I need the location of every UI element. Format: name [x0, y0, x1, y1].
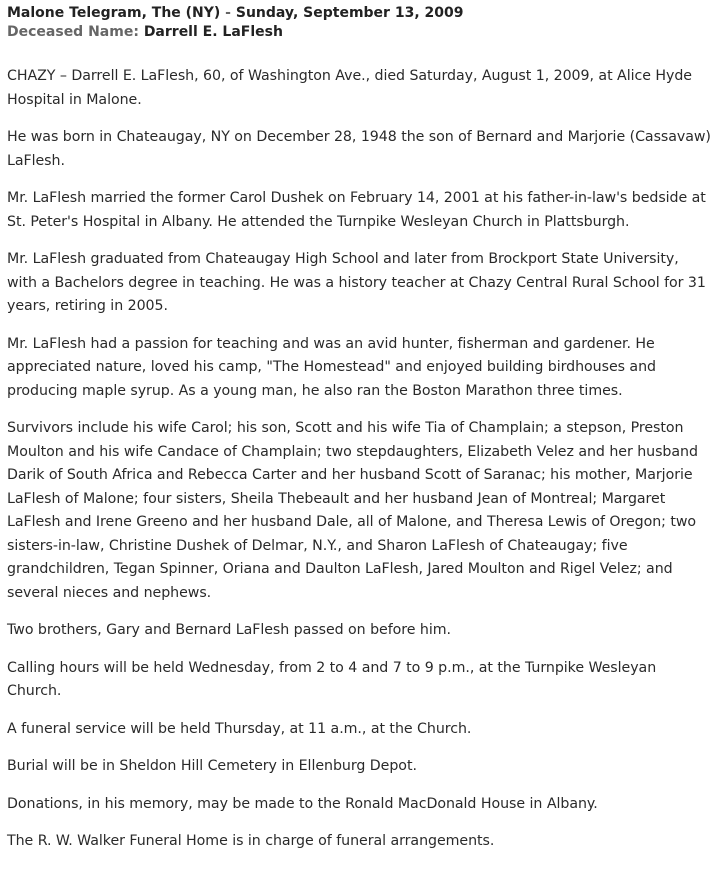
paragraph-predeceased: Two brothers, Gary and Bernard LaFlesh passed on before him. — [7, 622, 451, 638]
publication-date: Sunday, September 13, 2009 — [235, 5, 464, 21]
paragraph-death-notice: CHAZY – Darrell E. LaFlesh, 60, of Washington Ave., died Saturday, August 1, 2009, at Alice Hyde Hospital in Malone. — [7, 68, 692, 108]
paragraph-burial: Burial will be in Sheldon Hill Cemetery in Ellenburg Depot. — [7, 758, 417, 774]
publication-name: Malone Telegram, The (NY) — [7, 5, 221, 21]
deceased-line — [7, 23, 712, 42]
paragraph-marriage: Mr. LaFlesh married the former Carol Dushek on February 14, 2001 at his father-in-law's bedside at St. Peter's Hospital in Albany. He attended the Turnpike Wesleyan Church in Plattsburgh. — [7, 190, 706, 230]
deceased-name: Darrell E. LaFlesh — [143, 24, 283, 40]
publication-line — [7, 4, 712, 23]
paragraph-birth: He was born in Chateaugay, NY on December 28, 1948 the son of Bernard and Marjorie (Cassavaw) LaFlesh. — [7, 129, 711, 169]
obituary-body — [7, 65, 712, 854]
paragraph-donations: Donations, in his memory, may be made to the Ronald MacDonald House in Albany. — [7, 795, 598, 812]
paragraph-survivors: Survivors include his wife Carol; his son, Scott and his wife Tia of Champlain; a stepson, Preston Moulton and his wife Candace of Champlain; two stepdaughters, Elizabeth Velez and her husband Darik of South Africa and Rebecca Carter and her husband Scott of Saranac; his mother, Marjorie LaFlesh of Malone; four sisters, Sheila Thebeault and her husband Jean of Montreal; Margaret LaFlesh and Irene Greeno and her husband Dale, all of Malone, and Theresa Lewis of Oregon; two sisters-in-law, Christine Dushek of Delmar, N.Y., and Sharon LaFlesh of Chateaugay; five grandchildren, Tegan Spinner, Oriana and Daulton LaFlesh, Jared Moulton and Rigel Velez; and several nieces and nephews. — [7, 420, 698, 601]
deceased-label: Deceased Name: — [7, 24, 139, 40]
publication-separator: - — [220, 5, 236, 21]
paragraph-funeral-service: A funeral service will be held Thursday, at 11 a.m., at the Church. — [7, 720, 472, 737]
paragraph-funeral-home: The R. W. Walker Funeral Home is in charge of funeral arrangements. — [7, 833, 495, 849]
paragraph-hobbies: Mr. LaFlesh had a passion for teaching and was an avid hunter, fisherman and gardener. He appreciated nature, loved his camp, "The Homestead" and enjoyed building birdhouses and producing maple syrup. As a young man, he also ran the Boston Marathon three times. — [7, 335, 656, 399]
paragraph-calling-hours: Calling hours will be held Wednesday, from 2 to 4 and 7 to 9 p.m., at the Turnpike Wesleyan Church. — [7, 659, 657, 699]
paragraph-education-career: Mr. LaFlesh graduated from Chateaugay High School and later from Brockport State University, with a Bachelors degree in teaching. He was a history teacher at Chazy Central Rural School for 31 years, retiring in 2005. — [7, 251, 706, 314]
